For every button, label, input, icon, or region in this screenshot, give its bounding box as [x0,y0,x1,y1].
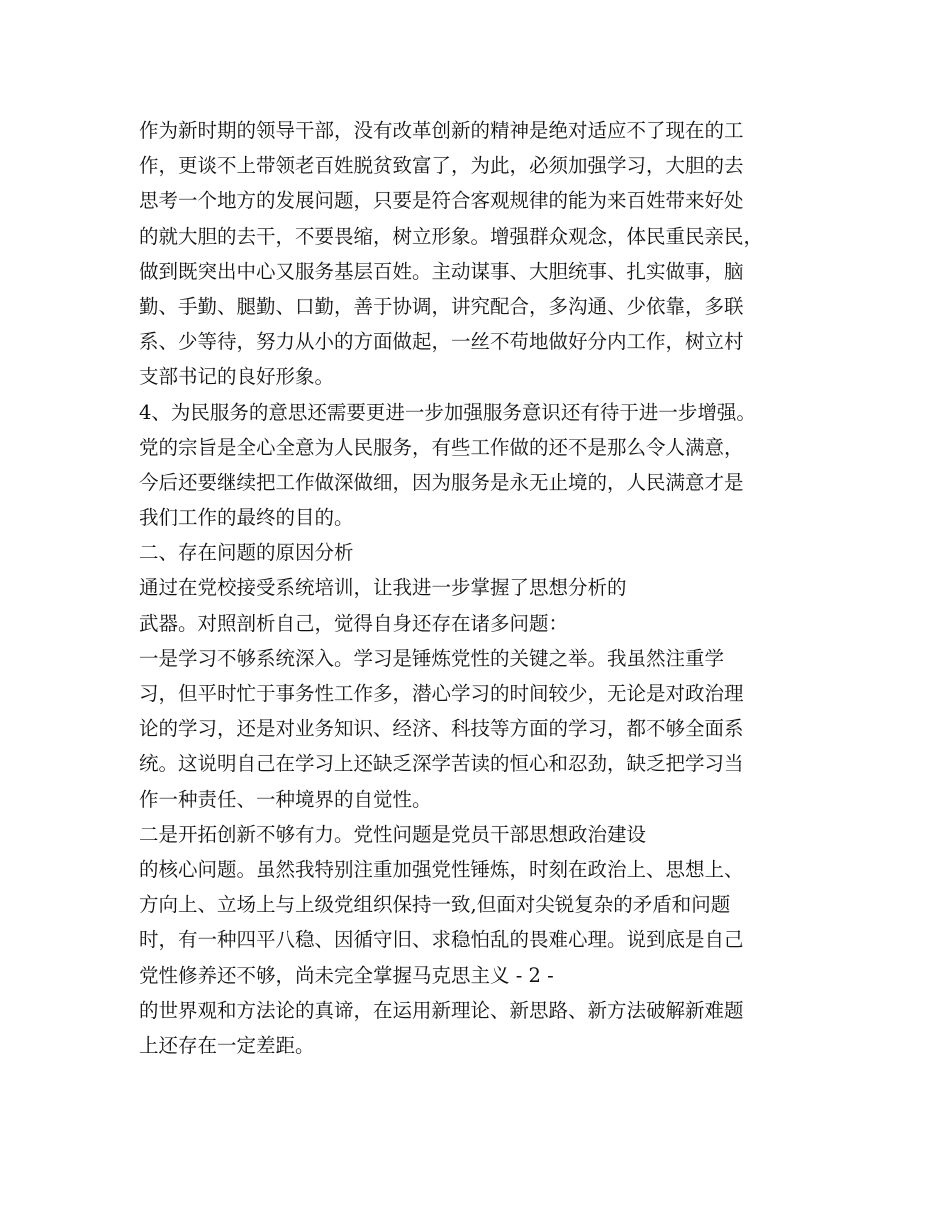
text-line: 今后还要继续把工作做深做细，因为服务是永无止境的，人民满意才是 [139,470,744,494]
document-body [139,113,839,1063]
text-line: 4、为民服务的意思还需要更进一步加强服务意识还有待于进一步增强。 [139,400,756,424]
text-line: 作，更谈不上带领老百姓脱贫致富了，为此，必须加强学习，大胆的去 [139,154,744,178]
text-line: 论的学习，还是对业务知识、经济、科技等方面的学习，都不够全面系 [139,717,744,741]
text-line: 系、少等待，努力从小的方面做起，一丝不苟地做好分内工作，树立村 [139,330,744,354]
text-line: 习，但平时忙于事务性工作多，潜心学习的时间较少，无论是对政治理 [139,682,744,705]
text-line: 勤、手勤、腿勤、口勤，善于协调，讲究配合，多沟通、少依靠，多联 [139,294,744,318]
text-line: 思考一个地方的发展问题，只要是符合客观规律的能为来百姓带来好处 [139,189,744,213]
text-line: 二是开拓创新不够有力。党性问题是党员干部思想政治建设 [139,822,647,846]
text-line: 的世界观和方法论的真谛，在运用新理论、新思路、新方法破解新难题 [139,998,744,1022]
text-line: 的就大胆的去干，不要畏缩，树立形象。增强群众观念，体民重民亲民， [139,224,764,248]
text-line: 武器。对照剖析自己，觉得自身还存在诸多问题： [139,611,569,635]
text-line: 统。这说明自己在学习上还缺乏深学苦读的恒心和忍劲，缺乏把学习当 [139,752,744,776]
text-line: 的核心问题。虽然我特别注重加强党性锤炼，时刻在政治上、思想上、 [139,857,744,881]
text-line: 通过在党校接受系统培训，让我进一步掌握了思想分析的 [139,576,627,600]
text-line: 党的宗旨是全心全意为人民服务，有些工作做的还不是那么令人满意， [139,435,744,459]
text-line: 支部书记的良好形象。 [139,365,335,389]
text-line: 一是学习不够系统深入。学习是锤炼党性的关键之举。我虽然注重学 [139,646,725,670]
text-line: 作一种责任、一种境界的自觉性。 [139,787,432,811]
text-line: 我们工作的最终的目的。 [139,506,354,530]
text-line: 时，有一种四平八稳、因循守旧、求稳怕乱的畏难心理。说到底是自己 [139,928,744,952]
section-heading: 二、存在问题的原因分析 [139,541,354,565]
text-line: 上还存在一定差距。 [139,1033,315,1057]
text-line-with-page-number: 党性修养还不够，尚未完全掌握马克思主义 - 2 - [139,963,554,987]
text-line: 做到既突出中心又服务基层百姓。主动谋事、大胆统事、扎实做事，脑 [139,259,744,283]
text-line: 作为新时期的领导干部，没有改革创新的精神是绝对适应不了现在的工 [139,119,744,142]
text-line: 方向上、立场上与上级党组织保持一致,但面对尖锐复杂的矛盾和问题 [139,893,731,917]
